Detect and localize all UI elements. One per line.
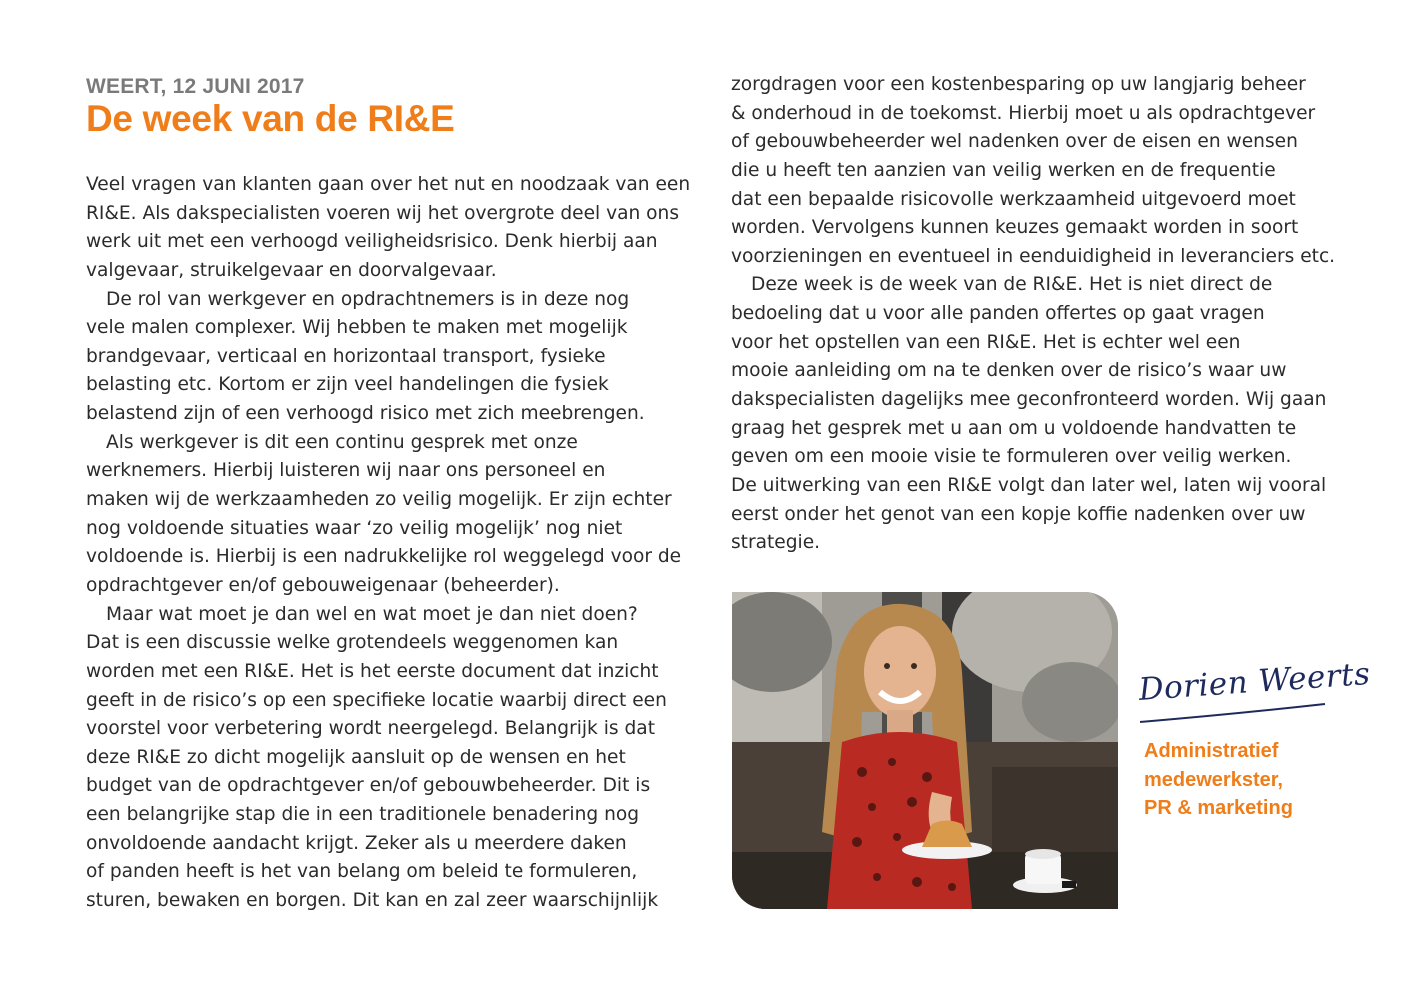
article-line: Maar wat moet je dan wel en wat moet je dan niet doen? xyxy=(106,603,638,625)
article-line: deze RI&E zo dicht mogelijk aansluit op de wensen en het xyxy=(86,746,626,768)
article-line: worden met een RI&E. Het is het eerste document dat inzicht xyxy=(86,660,659,682)
article-line: De uitwerking van een RI&E volgt dan later wel, laten wij vooral xyxy=(731,474,1327,496)
article-header xyxy=(86,74,455,140)
article-line: werk uit met een verhoogd veiligheidsrisico. Denk hierbij aan xyxy=(86,231,658,253)
article-line: & onderhoud in de toekomst. Hierbij moet u als opdrachtgever xyxy=(731,102,1316,124)
article-line: of panden heeft is het van belang om beleid te formuleren, xyxy=(86,861,638,883)
signature-underline xyxy=(1140,700,1330,724)
article-line: bedoeling dat u voor alle panden offertes op gaat vragen xyxy=(731,303,1265,325)
article-line: belasting etc. Kortom er zijn veel handelingen die fysiek xyxy=(86,374,609,396)
article-line: een belangrijke stap die in een traditionele benadering nog xyxy=(86,804,640,826)
article-line: onvoldoende aandacht krijgt. Zeker als u meerdere daken xyxy=(86,832,627,854)
article-line: RI&E. Als dakspecialisten voeren wij het overgrote deel van ons xyxy=(86,202,680,224)
article-line: Dat is een discussie welke grotendeels weggenomen kan xyxy=(86,632,619,654)
article-line: eerst onder het genot van een kopje koffie nadenken over uw xyxy=(731,503,1306,525)
article-line: budget van de opdrachtgever en/of gebouwbeheerder. Dit is xyxy=(86,775,651,797)
author-role xyxy=(1144,737,1293,823)
article-line: graag het gesprek met u aan om u voldoende handvatten te xyxy=(731,417,1297,439)
author-photo xyxy=(732,592,1118,909)
dateline: WEERT, 12 JUNI 2017 xyxy=(86,75,305,98)
article-line: Deze week is de week van de RI&E. Het is niet direct de xyxy=(751,274,1273,296)
article-line: nog voldoende situaties waar ‘zo veilig mogelijk’ nog niet xyxy=(86,517,623,539)
article-line: worden. Vervolgens kunnen keuzes gemaakt worden in soort xyxy=(731,217,1299,239)
article-title: De week van de RI&E xyxy=(86,98,455,139)
article-column-left xyxy=(86,171,690,916)
role-line: PR & marketing xyxy=(1144,797,1293,819)
article-line: geven om een mooie visie te formuleren over veilig werken. xyxy=(731,446,1292,468)
article-column-right xyxy=(731,71,1335,558)
article-line: dakspecialisten dagelijks mee geconfronteerd worden. Wij gaan xyxy=(731,389,1327,411)
article-line: strategie. xyxy=(731,532,821,554)
article-line: mooie aanleiding om na te denken over de risico’s waar uw xyxy=(731,360,1287,382)
article-line: voorzieningen en eventueel in eenduidigheid in leveranciers etc. xyxy=(731,245,1336,267)
article-line: voldoende is. Hierbij is een nadrukkelijke rol weggelegd voor de xyxy=(86,546,682,568)
role-line: medewerkster, xyxy=(1144,768,1283,791)
author-signature: Dorien Weerts xyxy=(1137,655,1372,708)
article-line: voorstel voor verbetering wordt neergelegd. Belangrijk is dat xyxy=(86,718,655,740)
article-line: die u heeft ten aanzien van veilig werken en de frequentie xyxy=(731,159,1276,181)
article-line: Als werkgever is dit een continu gesprek met onze xyxy=(106,431,578,453)
article-line: zorgdragen voor een kostenbesparing op uw langjarig beheer xyxy=(731,74,1306,95)
article-line: sturen, bewaken en borgen. Dit kan en zal zeer waarschijnlijk xyxy=(86,890,659,912)
article-line: Veel vragen van klanten gaan over het nut en noodzaak van een xyxy=(86,174,691,195)
article-line: geeft in de risico’s op een specifieke locatie waarbij direct een xyxy=(86,689,667,711)
article-line: opdrachtgever en/of gebouweigenaar (beheerder). xyxy=(86,574,560,596)
article-line: belastend zijn of een verhoogd risico met zich meebrengen. xyxy=(86,403,645,425)
article-line: voor het opstellen van een RI&E. Het is echter wel een xyxy=(731,331,1241,353)
article-line: of gebouwbeheerder wel nadenken over de eisen en wensen xyxy=(731,131,1298,153)
article-line: vele malen complexer. Wij hebben te maken met mogelijk xyxy=(86,317,628,339)
article-line: valgevaar, struikelgevaar en doorvalgevaar. xyxy=(86,259,497,281)
article-line: dat een bepaalde risicovolle werkzaamheid uitgevoerd moet xyxy=(731,188,1296,210)
article-line: maken wij de werkzaamheden zo veilig mogelijk. Er zijn echter xyxy=(86,489,672,511)
article-line: werknemers. Hierbij luisteren wij naar ons personeel en xyxy=(86,460,606,482)
article-line: brandgevaar, verticaal en horizontaal transport, fysieke xyxy=(86,345,606,367)
article-line: De rol van werkgever en opdrachtnemers is in deze nog xyxy=(106,288,630,310)
role-line: Administratief xyxy=(1144,740,1279,762)
